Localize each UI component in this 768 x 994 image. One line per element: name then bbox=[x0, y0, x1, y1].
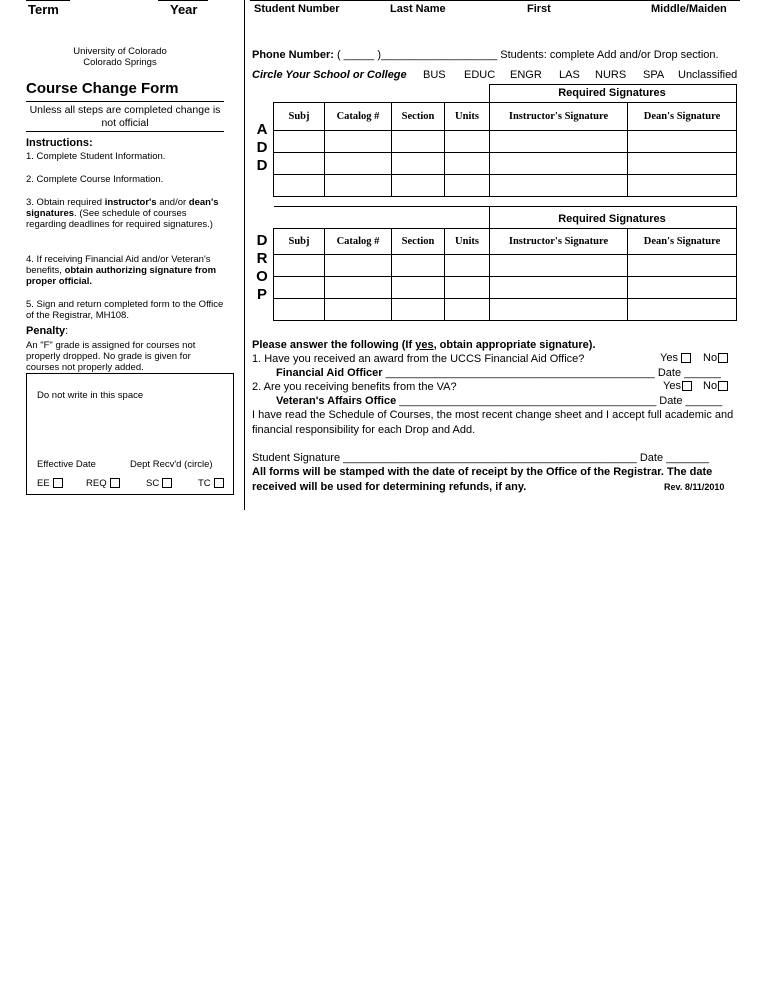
student-number-label: Student Number bbox=[254, 3, 340, 15]
q1-yes-label: Yes bbox=[660, 352, 678, 364]
school-option-engr[interactable]: ENGR bbox=[510, 69, 542, 81]
university-name bbox=[0, 46, 240, 68]
q1-yes-checkbox[interactable] bbox=[681, 353, 691, 363]
penalty-title bbox=[26, 325, 68, 337]
school-option-bus[interactable]: BUS bbox=[423, 69, 446, 81]
drop-catalog-cell[interactable] bbox=[325, 299, 392, 321]
drop-instructor-cell[interactable] bbox=[490, 299, 628, 321]
financial-aid-officer-row[interactable] bbox=[276, 366, 766, 380]
office-note: Do not write in this space bbox=[37, 390, 144, 401]
school-option-nurs[interactable]: NURS bbox=[595, 69, 627, 81]
drop-required-signatures-cell bbox=[490, 207, 737, 229]
drop-col-catalog: Catalog # bbox=[325, 229, 392, 255]
veterans-affairs-row[interactable] bbox=[276, 394, 766, 408]
add-subj-cell[interactable] bbox=[274, 153, 325, 175]
school-option-educ[interactable]: EDUC bbox=[464, 69, 496, 81]
step3-text-e: . (See schedule of courses regarding deadlines for required signatures.) bbox=[26, 208, 213, 230]
drop-letter-d: D bbox=[256, 232, 268, 249]
fa-officer-label: Financial Aid Officer bbox=[276, 367, 383, 379]
drop-subj-cell[interactable] bbox=[274, 277, 325, 299]
instruction-step-1: 1. Complete Student Information. bbox=[26, 151, 166, 162]
step3-dean: dean's signatures bbox=[26, 197, 219, 219]
intro-text-a: Please answer the following (If bbox=[252, 339, 416, 351]
step3-text-a: 3. Obtain required bbox=[26, 197, 105, 208]
add-subj-cell[interactable] bbox=[274, 175, 325, 197]
q2-yes-option[interactable] bbox=[663, 380, 692, 392]
drop-course-table bbox=[273, 206, 737, 321]
tc-checkbox[interactable] bbox=[214, 478, 224, 488]
q1-no-label: No bbox=[703, 352, 718, 364]
q2-no-checkbox[interactable] bbox=[718, 381, 728, 391]
left-column bbox=[0, 0, 240, 994]
q2-yes-label: Yes bbox=[663, 380, 681, 392]
revision-date: Rev. 8/11/2010 bbox=[664, 482, 725, 492]
questions-intro bbox=[252, 338, 742, 352]
intro-text-b: , obtain appropriate signature). bbox=[433, 339, 596, 351]
office-use-box bbox=[26, 373, 234, 495]
middle-maiden-label: Middle/Maiden bbox=[651, 3, 727, 15]
req-checkbox-row[interactable] bbox=[86, 478, 120, 489]
instruction-step-4 bbox=[26, 254, 226, 287]
last-name-label: Last Name bbox=[390, 3, 446, 15]
drop-units-cell[interactable] bbox=[445, 277, 490, 299]
q2-no-label: No bbox=[703, 380, 718, 392]
ee-checkbox[interactable] bbox=[53, 478, 63, 488]
va-office-line[interactable]: __________________________________________ Date ______ bbox=[396, 395, 723, 407]
add-required-signatures-title: Required Signatures bbox=[558, 87, 666, 99]
instruction-step-2: 2. Complete Course Information. bbox=[26, 174, 164, 185]
title-rule bbox=[26, 101, 224, 102]
penalty-label: Penalty bbox=[26, 325, 66, 337]
drop-dean-cell[interactable] bbox=[628, 255, 737, 277]
year-label: Year bbox=[170, 2, 198, 17]
instructions-title: Instructions: bbox=[26, 137, 93, 149]
penalty-colon: : bbox=[65, 325, 69, 337]
req-label: REQ bbox=[86, 478, 107, 489]
add-header-blank bbox=[274, 85, 490, 103]
term-underline bbox=[26, 0, 70, 1]
student-signature-label: Student Signature bbox=[252, 452, 341, 464]
school-option-spa[interactable]: SPA bbox=[643, 69, 665, 81]
first-name-label: First bbox=[527, 3, 551, 15]
add-units-cell[interactable] bbox=[445, 131, 490, 153]
stamp-note: All forms will be stamped with the date of receipt by the Office of the Registrar. The date received will be used for determining refunds, if any. bbox=[252, 466, 713, 493]
student-signature-row[interactable] bbox=[252, 451, 742, 465]
school-row bbox=[252, 69, 407, 81]
unless-note: Unless all steps are completed change is not official bbox=[29, 104, 221, 129]
drop-col-section: Section bbox=[392, 229, 445, 255]
drop-col-units: Units bbox=[445, 229, 490, 255]
drop-col-subj: Subj bbox=[274, 229, 325, 255]
instruction-step-5: 5. Sign and return completed form to the Office of the Registrar, MH108. bbox=[26, 299, 224, 321]
step4-text-b: obtain authorizing signature from proper official. bbox=[26, 265, 217, 287]
drop-letter-r: R bbox=[256, 250, 268, 267]
drop-dean-cell[interactable] bbox=[628, 299, 737, 321]
q2-no-option[interactable] bbox=[703, 380, 728, 392]
q1-no-checkbox[interactable] bbox=[718, 353, 728, 363]
add-table-row bbox=[274, 175, 737, 197]
add-catalog-cell[interactable] bbox=[325, 131, 392, 153]
drop-catalog-cell[interactable] bbox=[325, 255, 392, 277]
dept-recvd-label: Dept Recv'd (circle) bbox=[130, 459, 213, 470]
add-course-table bbox=[273, 84, 737, 197]
add-units-cell[interactable] bbox=[445, 153, 490, 175]
penalty-text: An "F" grade is assigned for courses not properly dropped. No grade is given for courses not properly added. bbox=[26, 340, 196, 373]
school-label: Circle Your School or College bbox=[252, 69, 407, 81]
add-instructor-cell[interactable] bbox=[490, 131, 628, 153]
drop-section-cell[interactable] bbox=[392, 255, 445, 277]
q2-yes-checkbox[interactable] bbox=[682, 381, 692, 391]
q1-yes-option[interactable] bbox=[660, 352, 691, 364]
drop-dean-cell[interactable] bbox=[628, 277, 737, 299]
req-checkbox[interactable] bbox=[110, 478, 120, 488]
drop-units-cell[interactable] bbox=[445, 255, 490, 277]
drop-units-cell[interactable] bbox=[445, 299, 490, 321]
add-col-units: Units bbox=[445, 103, 490, 131]
phone-blank[interactable]: ( _____ )___________________ bbox=[333, 49, 501, 61]
tc-checkbox-row[interactable] bbox=[198, 478, 224, 489]
phone-label: Phone Number: bbox=[252, 49, 334, 61]
responsibility-statement: I have read the Schedule of Courses, the most recent change sheet and I accept full academic and financial responsibility for each Drop and Add. bbox=[252, 409, 734, 436]
va-office-label: Veteran's Affairs Office bbox=[276, 395, 397, 407]
drop-vertical-label bbox=[253, 232, 271, 304]
add-col-instructor-signature: Instructor's Signature bbox=[490, 103, 628, 131]
drop-table-row bbox=[274, 277, 737, 299]
add-col-section: Section bbox=[392, 103, 445, 131]
question-2: 2. Are you receiving benefits from the VA? bbox=[252, 381, 457, 393]
step3-text-c: and/or bbox=[156, 197, 189, 208]
instruction-step-3 bbox=[26, 197, 226, 230]
school-option-unclassified[interactable]: Unclassified bbox=[678, 69, 738, 81]
sc-checkbox[interactable] bbox=[162, 478, 172, 488]
drop-section-cell[interactable] bbox=[392, 299, 445, 321]
university-line2: Colorado Springs bbox=[83, 57, 157, 68]
add-letter-d2: D bbox=[256, 157, 268, 174]
add-units-cell[interactable] bbox=[445, 175, 490, 197]
drop-catalog-cell[interactable] bbox=[325, 277, 392, 299]
tc-label: TC bbox=[198, 478, 211, 489]
q1-no-option[interactable] bbox=[703, 352, 728, 364]
question-1: 1. Have you received an award from the UCCS Financial Aid Office? bbox=[252, 353, 585, 365]
sc-label: SC bbox=[146, 478, 160, 489]
column-divider bbox=[244, 0, 245, 510]
intro-yes: yes bbox=[415, 339, 434, 351]
university-line1: University of Colorado bbox=[73, 46, 167, 57]
add-table-row bbox=[274, 131, 737, 153]
drop-subj-cell[interactable] bbox=[274, 255, 325, 277]
add-section-cell[interactable] bbox=[392, 131, 445, 153]
add-col-subj: Subj bbox=[274, 103, 325, 131]
step3-instructor: instructor's bbox=[104, 197, 157, 208]
drop-letter-p: P bbox=[256, 286, 267, 303]
drop-col-dean-signature: Dean's Signature bbox=[628, 229, 737, 255]
drop-instructor-cell[interactable] bbox=[490, 255, 628, 277]
add-dean-cell[interactable] bbox=[628, 153, 737, 175]
add-table-row bbox=[274, 153, 737, 175]
add-instructor-cell[interactable] bbox=[490, 153, 628, 175]
unless-rule bbox=[26, 131, 224, 132]
drop-col-instructor-signature: Instructor's Signature bbox=[490, 229, 628, 255]
add-dean-cell[interactable] bbox=[628, 175, 737, 197]
drop-header-blank bbox=[274, 207, 490, 229]
term-label: Term bbox=[28, 2, 59, 17]
drop-required-signatures-title: Required Signatures bbox=[558, 213, 666, 225]
add-catalog-cell[interactable] bbox=[325, 175, 392, 197]
year-underline bbox=[158, 0, 208, 1]
add-letter-a: A bbox=[256, 121, 268, 138]
add-col-catalog: Catalog # bbox=[325, 103, 392, 131]
fa-officer-line[interactable]: ____________________________________________ Date ______ bbox=[382, 367, 721, 379]
add-section-cell[interactable] bbox=[392, 153, 445, 175]
drop-letter-o: O bbox=[256, 268, 268, 285]
add-col-dean-signature: Dean's Signature bbox=[628, 103, 737, 131]
phone-note: Students: complete Add and/or Drop section. bbox=[500, 49, 719, 61]
phone-number-row[interactable] bbox=[252, 49, 719, 61]
ee-checkbox-row[interactable] bbox=[37, 478, 63, 489]
drop-subj-cell[interactable] bbox=[274, 299, 325, 321]
drop-instructor-cell[interactable] bbox=[490, 277, 628, 299]
school-option-las[interactable]: LAS bbox=[559, 69, 580, 81]
drop-section-cell[interactable] bbox=[392, 277, 445, 299]
student-signature-line[interactable]: ________________________________________________ Date _______ bbox=[340, 452, 709, 464]
student-info-rule bbox=[250, 0, 740, 1]
drop-table-row bbox=[274, 255, 737, 277]
add-dean-cell[interactable] bbox=[628, 131, 737, 153]
step4-text-a: 4. If receiving Financial Aid and/or Veteran's benefits, bbox=[26, 254, 211, 276]
add-instructor-cell[interactable] bbox=[490, 175, 628, 197]
add-catalog-cell[interactable] bbox=[325, 153, 392, 175]
add-letter-d1: D bbox=[256, 139, 268, 156]
drop-table-row bbox=[274, 299, 737, 321]
add-required-signatures-cell bbox=[490, 85, 737, 103]
sc-checkbox-row[interactable] bbox=[146, 478, 172, 489]
add-section-cell[interactable] bbox=[392, 175, 445, 197]
form-title: Course Change Form bbox=[26, 80, 179, 97]
add-vertical-label bbox=[253, 121, 271, 175]
effective-date-label: Effective Date bbox=[37, 459, 96, 470]
ee-label: EE bbox=[37, 478, 50, 489]
add-subj-cell[interactable] bbox=[274, 131, 325, 153]
